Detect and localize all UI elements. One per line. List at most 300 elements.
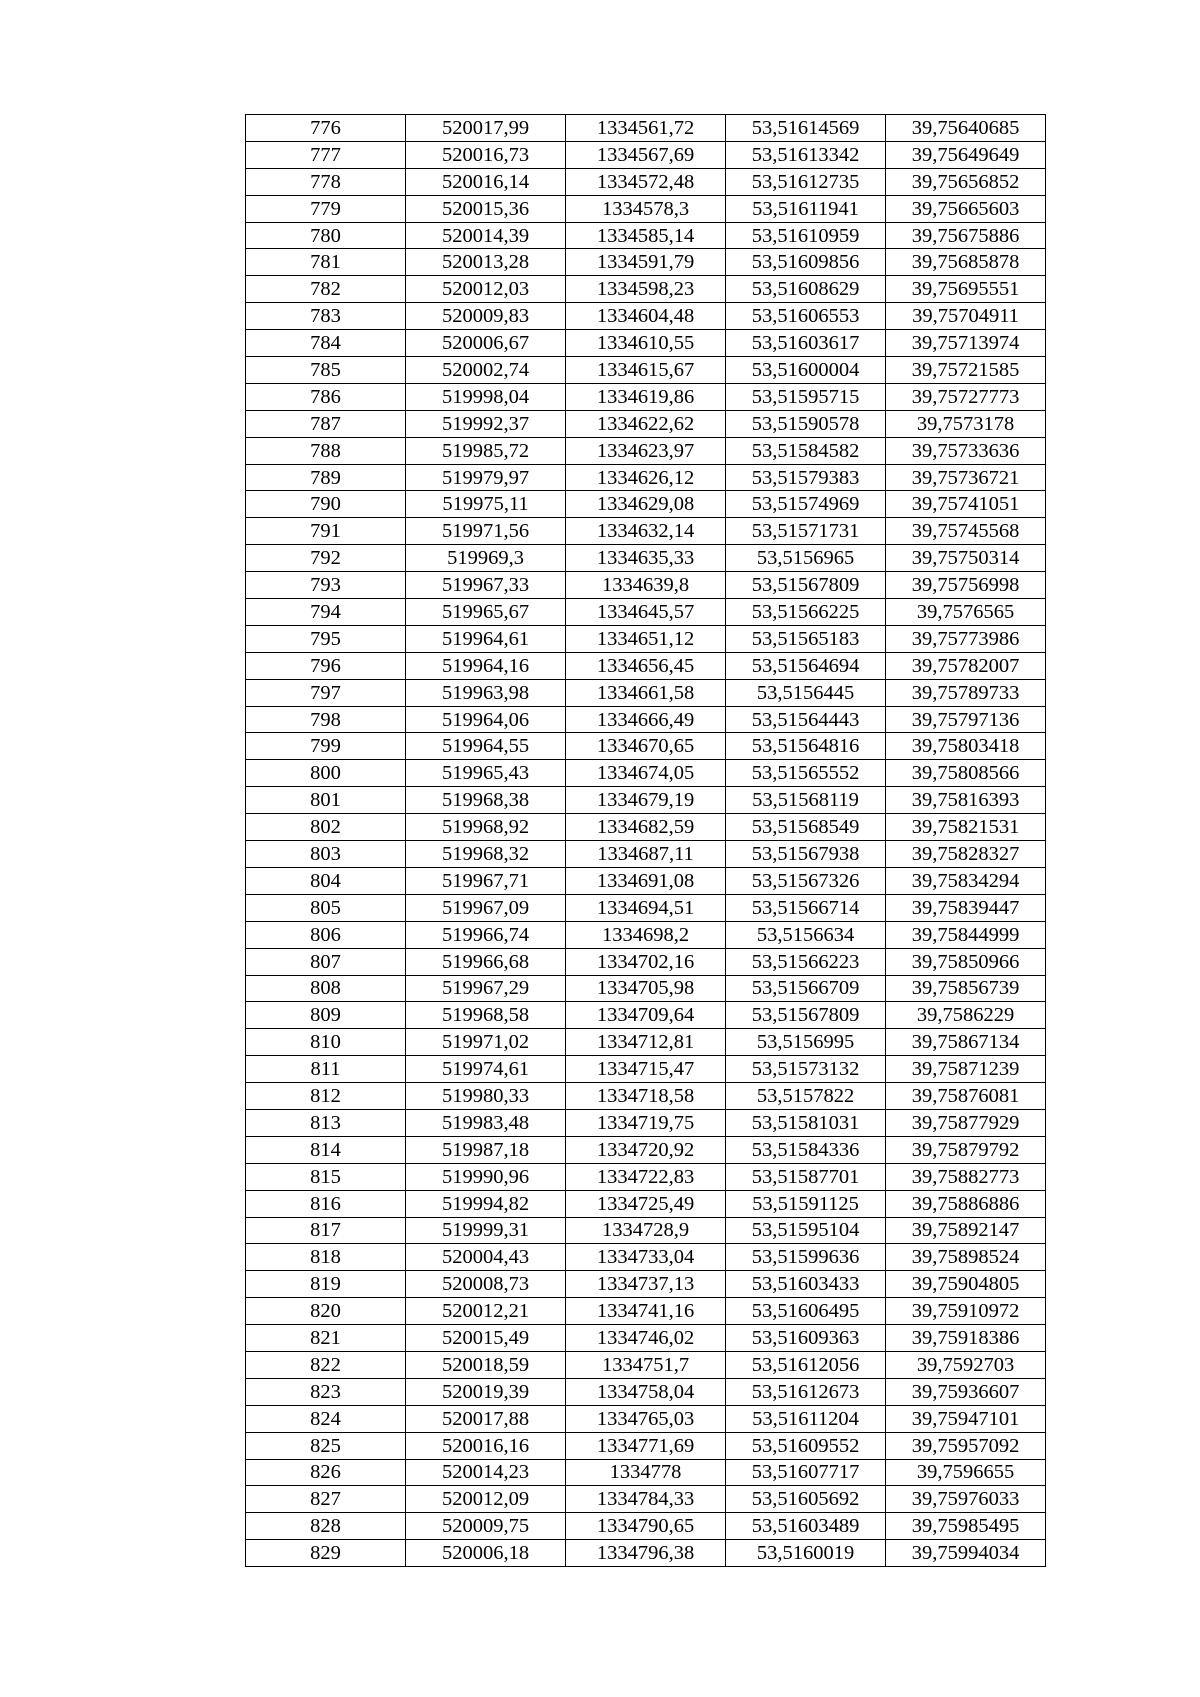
point-number-cell: 785: [246, 357, 406, 384]
x-coordinate-cell: 519994,82: [406, 1190, 566, 1217]
table-row: [246, 1351, 1046, 1378]
latitude-cell: 53,51571731: [726, 518, 886, 545]
longitude-cell: 39,75665603: [886, 195, 1046, 222]
table-row: [246, 222, 1046, 249]
table-row: [246, 841, 1046, 868]
table-row: [246, 787, 1046, 814]
y-coordinate-cell: 1334765,03: [566, 1405, 726, 1432]
y-coordinate-cell: 1334561,72: [566, 115, 726, 142]
y-coordinate-cell: 1334656,45: [566, 652, 726, 679]
y-coordinate-cell: 1334619,86: [566, 383, 726, 410]
latitude-cell: 53,51590578: [726, 410, 886, 437]
y-coordinate-cell: 1334709,64: [566, 1002, 726, 1029]
table-row: [246, 195, 1046, 222]
latitude-cell: 53,51564443: [726, 706, 886, 733]
table-row: [246, 491, 1046, 518]
y-coordinate-cell: 1334715,47: [566, 1056, 726, 1083]
x-coordinate-cell: 519966,68: [406, 948, 566, 975]
table-row: [246, 1540, 1046, 1567]
longitude-cell: 39,75844999: [886, 921, 1046, 948]
point-number-cell: 790: [246, 491, 406, 518]
x-coordinate-cell: 520014,39: [406, 222, 566, 249]
x-coordinate-cell: 520016,73: [406, 141, 566, 168]
x-coordinate-cell: 519992,37: [406, 410, 566, 437]
x-coordinate-cell: 519965,67: [406, 599, 566, 626]
point-number-cell: 801: [246, 787, 406, 814]
longitude-cell: 39,75656852: [886, 168, 1046, 195]
x-coordinate-cell: 520012,09: [406, 1486, 566, 1513]
point-number-cell: 794: [246, 599, 406, 626]
point-number-cell: 780: [246, 222, 406, 249]
y-coordinate-cell: 1334645,57: [566, 599, 726, 626]
point-number-cell: 799: [246, 733, 406, 760]
x-coordinate-cell: 519968,92: [406, 814, 566, 841]
table-row: [246, 357, 1046, 384]
latitude-cell: 53,51581031: [726, 1109, 886, 1136]
latitude-cell: 53,51595715: [726, 383, 886, 410]
table-row: [246, 437, 1046, 464]
latitude-cell: 53,51565183: [726, 625, 886, 652]
longitude-cell: 39,7573178: [886, 410, 1046, 437]
x-coordinate-cell: 520012,03: [406, 276, 566, 303]
longitude-cell: 39,75867134: [886, 1029, 1046, 1056]
longitude-cell: 39,75886886: [886, 1190, 1046, 1217]
y-coordinate-cell: 1334591,79: [566, 249, 726, 276]
longitude-cell: 39,75816393: [886, 787, 1046, 814]
y-coordinate-cell: 1334712,81: [566, 1029, 726, 1056]
longitude-cell: 39,75773986: [886, 625, 1046, 652]
longitude-cell: 39,75695551: [886, 276, 1046, 303]
x-coordinate-cell: 519967,33: [406, 572, 566, 599]
table-row: [246, 814, 1046, 841]
latitude-cell: 53,51612056: [726, 1351, 886, 1378]
y-coordinate-cell: 1334610,55: [566, 330, 726, 357]
table-row: [246, 168, 1046, 195]
latitude-cell: 53,51605692: [726, 1486, 886, 1513]
point-number-cell: 807: [246, 948, 406, 975]
x-coordinate-cell: 519980,33: [406, 1083, 566, 1110]
x-coordinate-cell: 520013,28: [406, 249, 566, 276]
table-row: [246, 249, 1046, 276]
x-coordinate-cell: 519964,55: [406, 733, 566, 760]
latitude-cell: 53,51606495: [726, 1298, 886, 1325]
latitude-cell: 53,5156965: [726, 545, 886, 572]
table-row: [246, 1002, 1046, 1029]
point-number-cell: 825: [246, 1432, 406, 1459]
y-coordinate-cell: 1334635,33: [566, 545, 726, 572]
table-row: [246, 1163, 1046, 1190]
point-number-cell: 778: [246, 168, 406, 195]
y-coordinate-cell: 1334746,02: [566, 1325, 726, 1352]
y-coordinate-cell: 1334796,38: [566, 1540, 726, 1567]
table-row: [246, 518, 1046, 545]
table-row: [246, 1459, 1046, 1486]
latitude-cell: 53,5156445: [726, 679, 886, 706]
table-row: [246, 1405, 1046, 1432]
x-coordinate-cell: 519979,97: [406, 464, 566, 491]
x-coordinate-cell: 520006,67: [406, 330, 566, 357]
table-row: [246, 464, 1046, 491]
y-coordinate-cell: 1334687,11: [566, 841, 726, 868]
y-coordinate-cell: 1334751,7: [566, 1351, 726, 1378]
latitude-cell: 53,51566714: [726, 894, 886, 921]
y-coordinate-cell: 1334771,69: [566, 1432, 726, 1459]
x-coordinate-cell: 519963,98: [406, 679, 566, 706]
longitude-cell: 39,75640685: [886, 115, 1046, 142]
table-row: [246, 921, 1046, 948]
latitude-cell: 53,51579383: [726, 464, 886, 491]
latitude-cell: 53,51613342: [726, 141, 886, 168]
point-number-cell: 816: [246, 1190, 406, 1217]
x-coordinate-cell: 519971,56: [406, 518, 566, 545]
y-coordinate-cell: 1334585,14: [566, 222, 726, 249]
table-row: [246, 1136, 1046, 1163]
latitude-cell: 53,51567809: [726, 1002, 886, 1029]
longitude-cell: 39,75947101: [886, 1405, 1046, 1432]
longitude-cell: 39,75936607: [886, 1378, 1046, 1405]
longitude-cell: 39,75821531: [886, 814, 1046, 841]
point-number-cell: 805: [246, 894, 406, 921]
table-row: [246, 1109, 1046, 1136]
latitude-cell: 53,51566225: [726, 599, 886, 626]
longitude-cell: 39,7596655: [886, 1459, 1046, 1486]
latitude-cell: 53,51610959: [726, 222, 886, 249]
latitude-cell: 53,51567938: [726, 841, 886, 868]
latitude-cell: 53,51584582: [726, 437, 886, 464]
table-row: [246, 276, 1046, 303]
latitude-cell: 53,51612673: [726, 1378, 886, 1405]
latitude-cell: 53,51565552: [726, 760, 886, 787]
latitude-cell: 53,51611941: [726, 195, 886, 222]
point-number-cell: 803: [246, 841, 406, 868]
latitude-cell: 53,51568119: [726, 787, 886, 814]
y-coordinate-cell: 1334666,49: [566, 706, 726, 733]
y-coordinate-cell: 1334578,3: [566, 195, 726, 222]
latitude-cell: 53,51606553: [726, 303, 886, 330]
y-coordinate-cell: 1334679,19: [566, 787, 726, 814]
y-coordinate-cell: 1334728,9: [566, 1217, 726, 1244]
y-coordinate-cell: 1334670,65: [566, 733, 726, 760]
x-coordinate-cell: 520004,43: [406, 1244, 566, 1271]
point-number-cell: 782: [246, 276, 406, 303]
table-row: [246, 545, 1046, 572]
x-coordinate-cell: 519968,32: [406, 841, 566, 868]
longitude-cell: 39,75856739: [886, 975, 1046, 1002]
longitude-cell: 39,75994034: [886, 1540, 1046, 1567]
longitude-cell: 39,75736721: [886, 464, 1046, 491]
point-number-cell: 818: [246, 1244, 406, 1271]
latitude-cell: 53,51599636: [726, 1244, 886, 1271]
x-coordinate-cell: 520018,59: [406, 1351, 566, 1378]
x-coordinate-cell: 520017,99: [406, 115, 566, 142]
y-coordinate-cell: 1334758,04: [566, 1378, 726, 1405]
y-coordinate-cell: 1334567,69: [566, 141, 726, 168]
x-coordinate-cell: 519969,3: [406, 545, 566, 572]
y-coordinate-cell: 1334674,05: [566, 760, 726, 787]
point-number-cell: 777: [246, 141, 406, 168]
point-number-cell: 812: [246, 1083, 406, 1110]
y-coordinate-cell: 1334733,04: [566, 1244, 726, 1271]
latitude-cell: 53,51567326: [726, 867, 886, 894]
x-coordinate-cell: 519975,11: [406, 491, 566, 518]
longitude-cell: 39,75797136: [886, 706, 1046, 733]
latitude-cell: 53,5160019: [726, 1540, 886, 1567]
point-number-cell: 822: [246, 1351, 406, 1378]
y-coordinate-cell: 1334661,58: [566, 679, 726, 706]
y-coordinate-cell: 1334626,12: [566, 464, 726, 491]
y-coordinate-cell: 1334622,62: [566, 410, 726, 437]
table-row: [246, 1056, 1046, 1083]
point-number-cell: 813: [246, 1109, 406, 1136]
longitude-cell: 39,7586229: [886, 1002, 1046, 1029]
longitude-cell: 39,75741051: [886, 491, 1046, 518]
longitude-cell: 39,75745568: [886, 518, 1046, 545]
point-number-cell: 827: [246, 1486, 406, 1513]
x-coordinate-cell: 519965,43: [406, 760, 566, 787]
table-row: [246, 1083, 1046, 1110]
longitude-cell: 39,75808566: [886, 760, 1046, 787]
latitude-cell: 53,51584336: [726, 1136, 886, 1163]
point-number-cell: 779: [246, 195, 406, 222]
latitude-cell: 53,51566709: [726, 975, 886, 1002]
longitude-cell: 39,75898524: [886, 1244, 1046, 1271]
latitude-cell: 53,51603489: [726, 1513, 886, 1540]
table-row: [246, 867, 1046, 894]
x-coordinate-cell: 519983,48: [406, 1109, 566, 1136]
table-row: [246, 1298, 1046, 1325]
table-row: [246, 410, 1046, 437]
latitude-cell: 53,51595104: [726, 1217, 886, 1244]
point-number-cell: 783: [246, 303, 406, 330]
y-coordinate-cell: 1334604,48: [566, 303, 726, 330]
y-coordinate-cell: 1334615,67: [566, 357, 726, 384]
latitude-cell: 53,51574969: [726, 491, 886, 518]
x-coordinate-cell: 519985,72: [406, 437, 566, 464]
table-row: [246, 1378, 1046, 1405]
table-row: [246, 1190, 1046, 1217]
latitude-cell: 53,51567809: [726, 572, 886, 599]
y-coordinate-cell: 1334598,23: [566, 276, 726, 303]
latitude-cell: 53,51568549: [726, 814, 886, 841]
point-number-cell: 819: [246, 1271, 406, 1298]
y-coordinate-cell: 1334702,16: [566, 948, 726, 975]
x-coordinate-cell: 519964,16: [406, 652, 566, 679]
x-coordinate-cell: 520017,88: [406, 1405, 566, 1432]
x-coordinate-cell: 520015,36: [406, 195, 566, 222]
y-coordinate-cell: 1334698,2: [566, 921, 726, 948]
table-row: [246, 115, 1046, 142]
table-row: [246, 1217, 1046, 1244]
point-number-cell: 814: [246, 1136, 406, 1163]
latitude-cell: 53,51603617: [726, 330, 886, 357]
point-number-cell: 810: [246, 1029, 406, 1056]
latitude-cell: 53,51573132: [726, 1056, 886, 1083]
point-number-cell: 781: [246, 249, 406, 276]
y-coordinate-cell: 1334691,08: [566, 867, 726, 894]
table-row: [246, 760, 1046, 787]
longitude-cell: 39,7592703: [886, 1351, 1046, 1378]
point-number-cell: 800: [246, 760, 406, 787]
longitude-cell: 39,75782007: [886, 652, 1046, 679]
table-row: [246, 599, 1046, 626]
latitude-cell: 53,5156634: [726, 921, 886, 948]
latitude-cell: 53,51591125: [726, 1190, 886, 1217]
table-row: [246, 975, 1046, 1002]
longitude-cell: 39,75834294: [886, 867, 1046, 894]
latitude-cell: 53,51587701: [726, 1163, 886, 1190]
y-coordinate-cell: 1334720,92: [566, 1136, 726, 1163]
table-row: [246, 1271, 1046, 1298]
table-row: [246, 733, 1046, 760]
table-row: [246, 706, 1046, 733]
x-coordinate-cell: 519990,96: [406, 1163, 566, 1190]
y-coordinate-cell: 1334639,8: [566, 572, 726, 599]
longitude-cell: 39,75733636: [886, 437, 1046, 464]
table-row: [246, 303, 1046, 330]
x-coordinate-cell: 519968,58: [406, 1002, 566, 1029]
y-coordinate-cell: 1334705,98: [566, 975, 726, 1002]
x-coordinate-cell: 519967,09: [406, 894, 566, 921]
longitude-cell: 39,75879792: [886, 1136, 1046, 1163]
longitude-cell: 39,75904805: [886, 1271, 1046, 1298]
longitude-cell: 39,75713974: [886, 330, 1046, 357]
x-coordinate-cell: 519967,71: [406, 867, 566, 894]
x-coordinate-cell: 519987,18: [406, 1136, 566, 1163]
x-coordinate-cell: 519998,04: [406, 383, 566, 410]
x-coordinate-cell: 519964,06: [406, 706, 566, 733]
point-number-cell: 815: [246, 1163, 406, 1190]
coordinates-table-body: [246, 115, 1046, 1567]
longitude-cell: 39,75727773: [886, 383, 1046, 410]
latitude-cell: 53,5156995: [726, 1029, 886, 1056]
table-row: [246, 894, 1046, 921]
point-number-cell: 792: [246, 545, 406, 572]
point-number-cell: 828: [246, 1513, 406, 1540]
longitude-cell: 39,75649649: [886, 141, 1046, 168]
x-coordinate-cell: 520016,14: [406, 168, 566, 195]
table-row: [246, 1513, 1046, 1540]
table-row: [246, 625, 1046, 652]
table-row: [246, 383, 1046, 410]
point-number-cell: 798: [246, 706, 406, 733]
point-number-cell: 791: [246, 518, 406, 545]
longitude-cell: 39,7576565: [886, 599, 1046, 626]
x-coordinate-cell: 520014,23: [406, 1459, 566, 1486]
point-number-cell: 793: [246, 572, 406, 599]
point-number-cell: 811: [246, 1056, 406, 1083]
table-row: [246, 141, 1046, 168]
longitude-cell: 39,75957092: [886, 1432, 1046, 1459]
latitude-cell: 53,51564694: [726, 652, 886, 679]
point-number-cell: 787: [246, 410, 406, 437]
y-coordinate-cell: 1334623,97: [566, 437, 726, 464]
point-number-cell: 789: [246, 464, 406, 491]
table-row: [246, 1325, 1046, 1352]
table-row: [246, 652, 1046, 679]
table-row: [246, 679, 1046, 706]
x-coordinate-cell: 520019,39: [406, 1378, 566, 1405]
x-coordinate-cell: 519971,02: [406, 1029, 566, 1056]
table-row: [246, 572, 1046, 599]
coordinates-table: [245, 114, 1046, 1567]
latitude-cell: 53,5157822: [726, 1083, 886, 1110]
longitude-cell: 39,75721585: [886, 357, 1046, 384]
y-coordinate-cell: 1334719,75: [566, 1109, 726, 1136]
x-coordinate-cell: 520006,18: [406, 1540, 566, 1567]
latitude-cell: 53,51609363: [726, 1325, 886, 1352]
point-number-cell: 796: [246, 652, 406, 679]
longitude-cell: 39,75839447: [886, 894, 1046, 921]
x-coordinate-cell: 519999,31: [406, 1217, 566, 1244]
longitude-cell: 39,75750314: [886, 545, 1046, 572]
x-coordinate-cell: 520015,49: [406, 1325, 566, 1352]
longitude-cell: 39,75828327: [886, 841, 1046, 868]
latitude-cell: 53,51564816: [726, 733, 886, 760]
point-number-cell: 829: [246, 1540, 406, 1567]
latitude-cell: 53,51611204: [726, 1405, 886, 1432]
latitude-cell: 53,51609552: [726, 1432, 886, 1459]
point-number-cell: 809: [246, 1002, 406, 1029]
point-number-cell: 795: [246, 625, 406, 652]
y-coordinate-cell: 1334632,14: [566, 518, 726, 545]
longitude-cell: 39,75976033: [886, 1486, 1046, 1513]
point-number-cell: 804: [246, 867, 406, 894]
longitude-cell: 39,75877929: [886, 1109, 1046, 1136]
longitude-cell: 39,75704911: [886, 303, 1046, 330]
longitude-cell: 39,75675886: [886, 222, 1046, 249]
latitude-cell: 53,51609856: [726, 249, 886, 276]
point-number-cell: 808: [246, 975, 406, 1002]
longitude-cell: 39,75756998: [886, 572, 1046, 599]
table-row: [246, 330, 1046, 357]
latitude-cell: 53,51614569: [726, 115, 886, 142]
x-coordinate-cell: 519964,61: [406, 625, 566, 652]
point-number-cell: 784: [246, 330, 406, 357]
longitude-cell: 39,75789733: [886, 679, 1046, 706]
y-coordinate-cell: 1334694,51: [566, 894, 726, 921]
point-number-cell: 824: [246, 1405, 406, 1432]
x-coordinate-cell: 520009,75: [406, 1513, 566, 1540]
longitude-cell: 39,75918386: [886, 1325, 1046, 1352]
y-coordinate-cell: 1334651,12: [566, 625, 726, 652]
longitude-cell: 39,75685878: [886, 249, 1046, 276]
point-number-cell: 820: [246, 1298, 406, 1325]
point-number-cell: 788: [246, 437, 406, 464]
point-number-cell: 802: [246, 814, 406, 841]
table-row: [246, 1432, 1046, 1459]
table-row: [246, 1029, 1046, 1056]
x-coordinate-cell: 520016,16: [406, 1432, 566, 1459]
latitude-cell: 53,51608629: [726, 276, 886, 303]
point-number-cell: 826: [246, 1459, 406, 1486]
x-coordinate-cell: 519967,29: [406, 975, 566, 1002]
point-number-cell: 823: [246, 1378, 406, 1405]
x-coordinate-cell: 519968,38: [406, 787, 566, 814]
latitude-cell: 53,51566223: [726, 948, 886, 975]
y-coordinate-cell: 1334790,65: [566, 1513, 726, 1540]
longitude-cell: 39,75803418: [886, 733, 1046, 760]
longitude-cell: 39,75892147: [886, 1217, 1046, 1244]
longitude-cell: 39,75876081: [886, 1083, 1046, 1110]
x-coordinate-cell: 519974,61: [406, 1056, 566, 1083]
y-coordinate-cell: 1334737,13: [566, 1271, 726, 1298]
point-number-cell: 821: [246, 1325, 406, 1352]
y-coordinate-cell: 1334629,08: [566, 491, 726, 518]
x-coordinate-cell: 520008,73: [406, 1271, 566, 1298]
x-coordinate-cell: 520002,74: [406, 357, 566, 384]
x-coordinate-cell: 520009,83: [406, 303, 566, 330]
y-coordinate-cell: 1334682,59: [566, 814, 726, 841]
